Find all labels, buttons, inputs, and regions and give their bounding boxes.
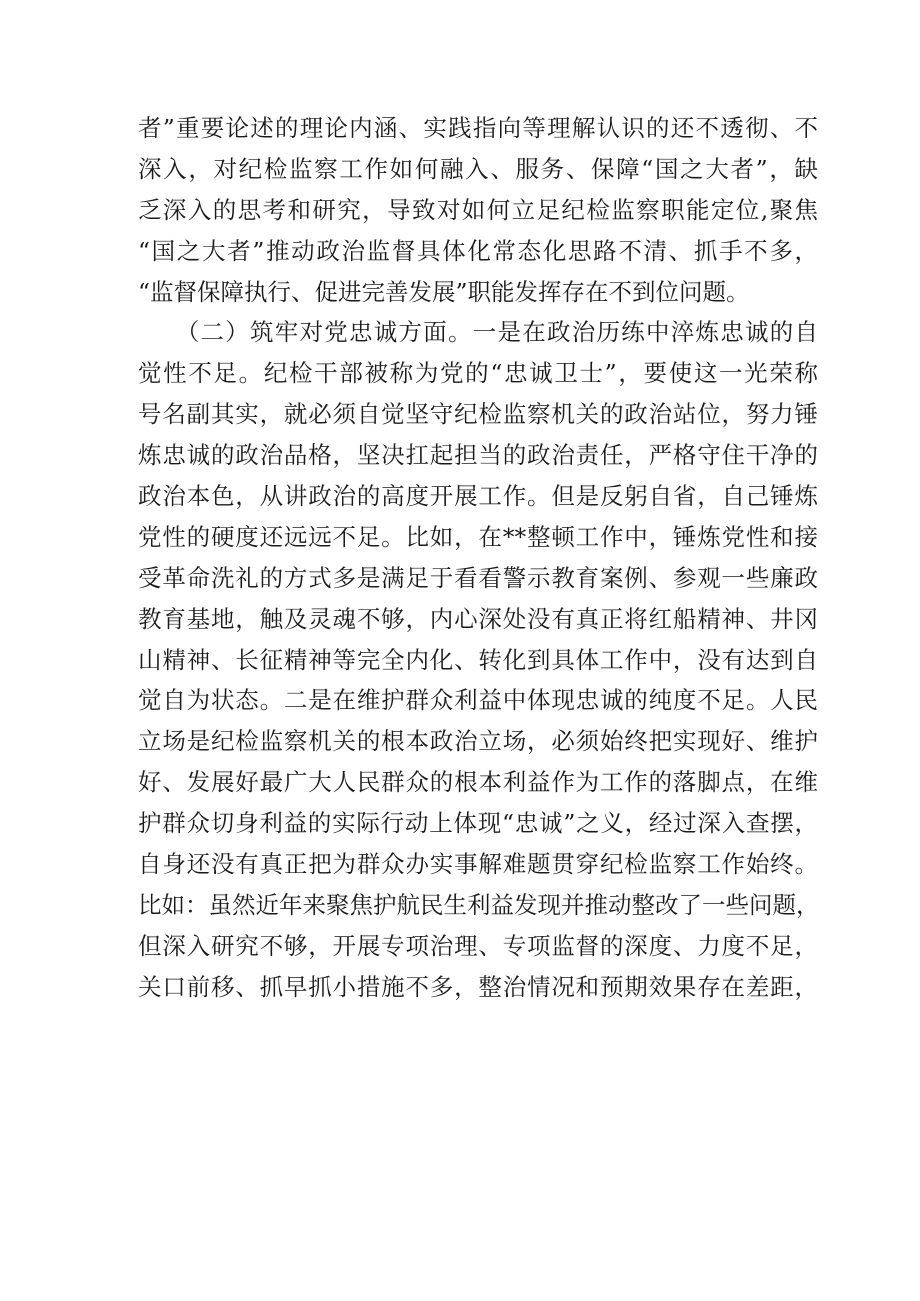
text-line: 山精神、长征精神等完全内化、转化到具体工作中，没有达到自 (138, 645, 818, 674)
text-line: 炼忠诚的政治品格，坚决扛起担当的政治责任，严格守住干净的 (138, 441, 818, 470)
text-line: 政治本色，从讲政治的高度开展工作。但是反躬自省，自己锤炼 (138, 482, 818, 511)
text-line: 好、发展好最广大人民群众的根本利益作为工作的落脚点，在维 (138, 768, 818, 797)
text-line: 党性的硬度还远远不足。比如，在**整顿工作中，锤炼党性和接 (138, 522, 818, 551)
text-line: 乏深入的思考和研究，导致对如何立足纪检监察职能定位,聚焦 (138, 195, 818, 224)
text-line: 觉自为状态。二是在维护群众利益中体现忠诚的纯度不足。人民 (138, 686, 818, 715)
text-line: 关口前移、抓早抓小措施不多，整治情况和预期效果存在差距， (138, 972, 818, 1001)
text-line: 比如：虽然近年来聚焦护航民生利益发现并推动整改了一些问题， (138, 890, 820, 919)
text-line: 觉性不足。纪检干部被称为党的“忠诚卫士”，要使这一光荣称 (138, 359, 818, 388)
text-line: 者”重要论述的理论内涵、实践指向等理解认识的还不透彻、不 (138, 114, 818, 142)
body-text (138, 108, 818, 1008)
text-line: “国之大者”推动政治监督具体化常态化思路不清、抓手不多， (138, 236, 818, 265)
text-line: “监督保障执行、促进完善发展”职能发挥存在不到位问题。 (138, 277, 750, 306)
text-line: 受革命洗礼的方式多是满足于看看警示教育案例、参观一些廉政 (138, 563, 818, 592)
text-line: 深入，对纪检监察工作如何融入、服务、保障“国之大者”，缺 (138, 154, 818, 183)
text-line: 立场是纪检监察机关的根本政治立场，必须始终把实现好、维护 (138, 727, 818, 756)
text-line: 自身还没有真正把为群众办实事解难题贯穿纪检监察工作始终。 (138, 850, 818, 879)
text-line: 但深入研究不够，开展专项治理、专项监督的深度、力度不足， (138, 931, 818, 960)
text-line: 教育基地，触及灵魂不够，内心深处没有真正将红船精神、井冈 (138, 604, 818, 633)
text-line: 护群众切身利益的实际行动上体现“忠诚”之义，经过深入查摆， (138, 809, 818, 838)
text-line: （二）筑牢对党忠诚方面。一是在政治历练中淬炼忠诚的自 (138, 318, 818, 347)
text-line: 号名副其实，就必须自觉坚守纪检监察机关的政治站位，努力锤 (138, 400, 818, 429)
